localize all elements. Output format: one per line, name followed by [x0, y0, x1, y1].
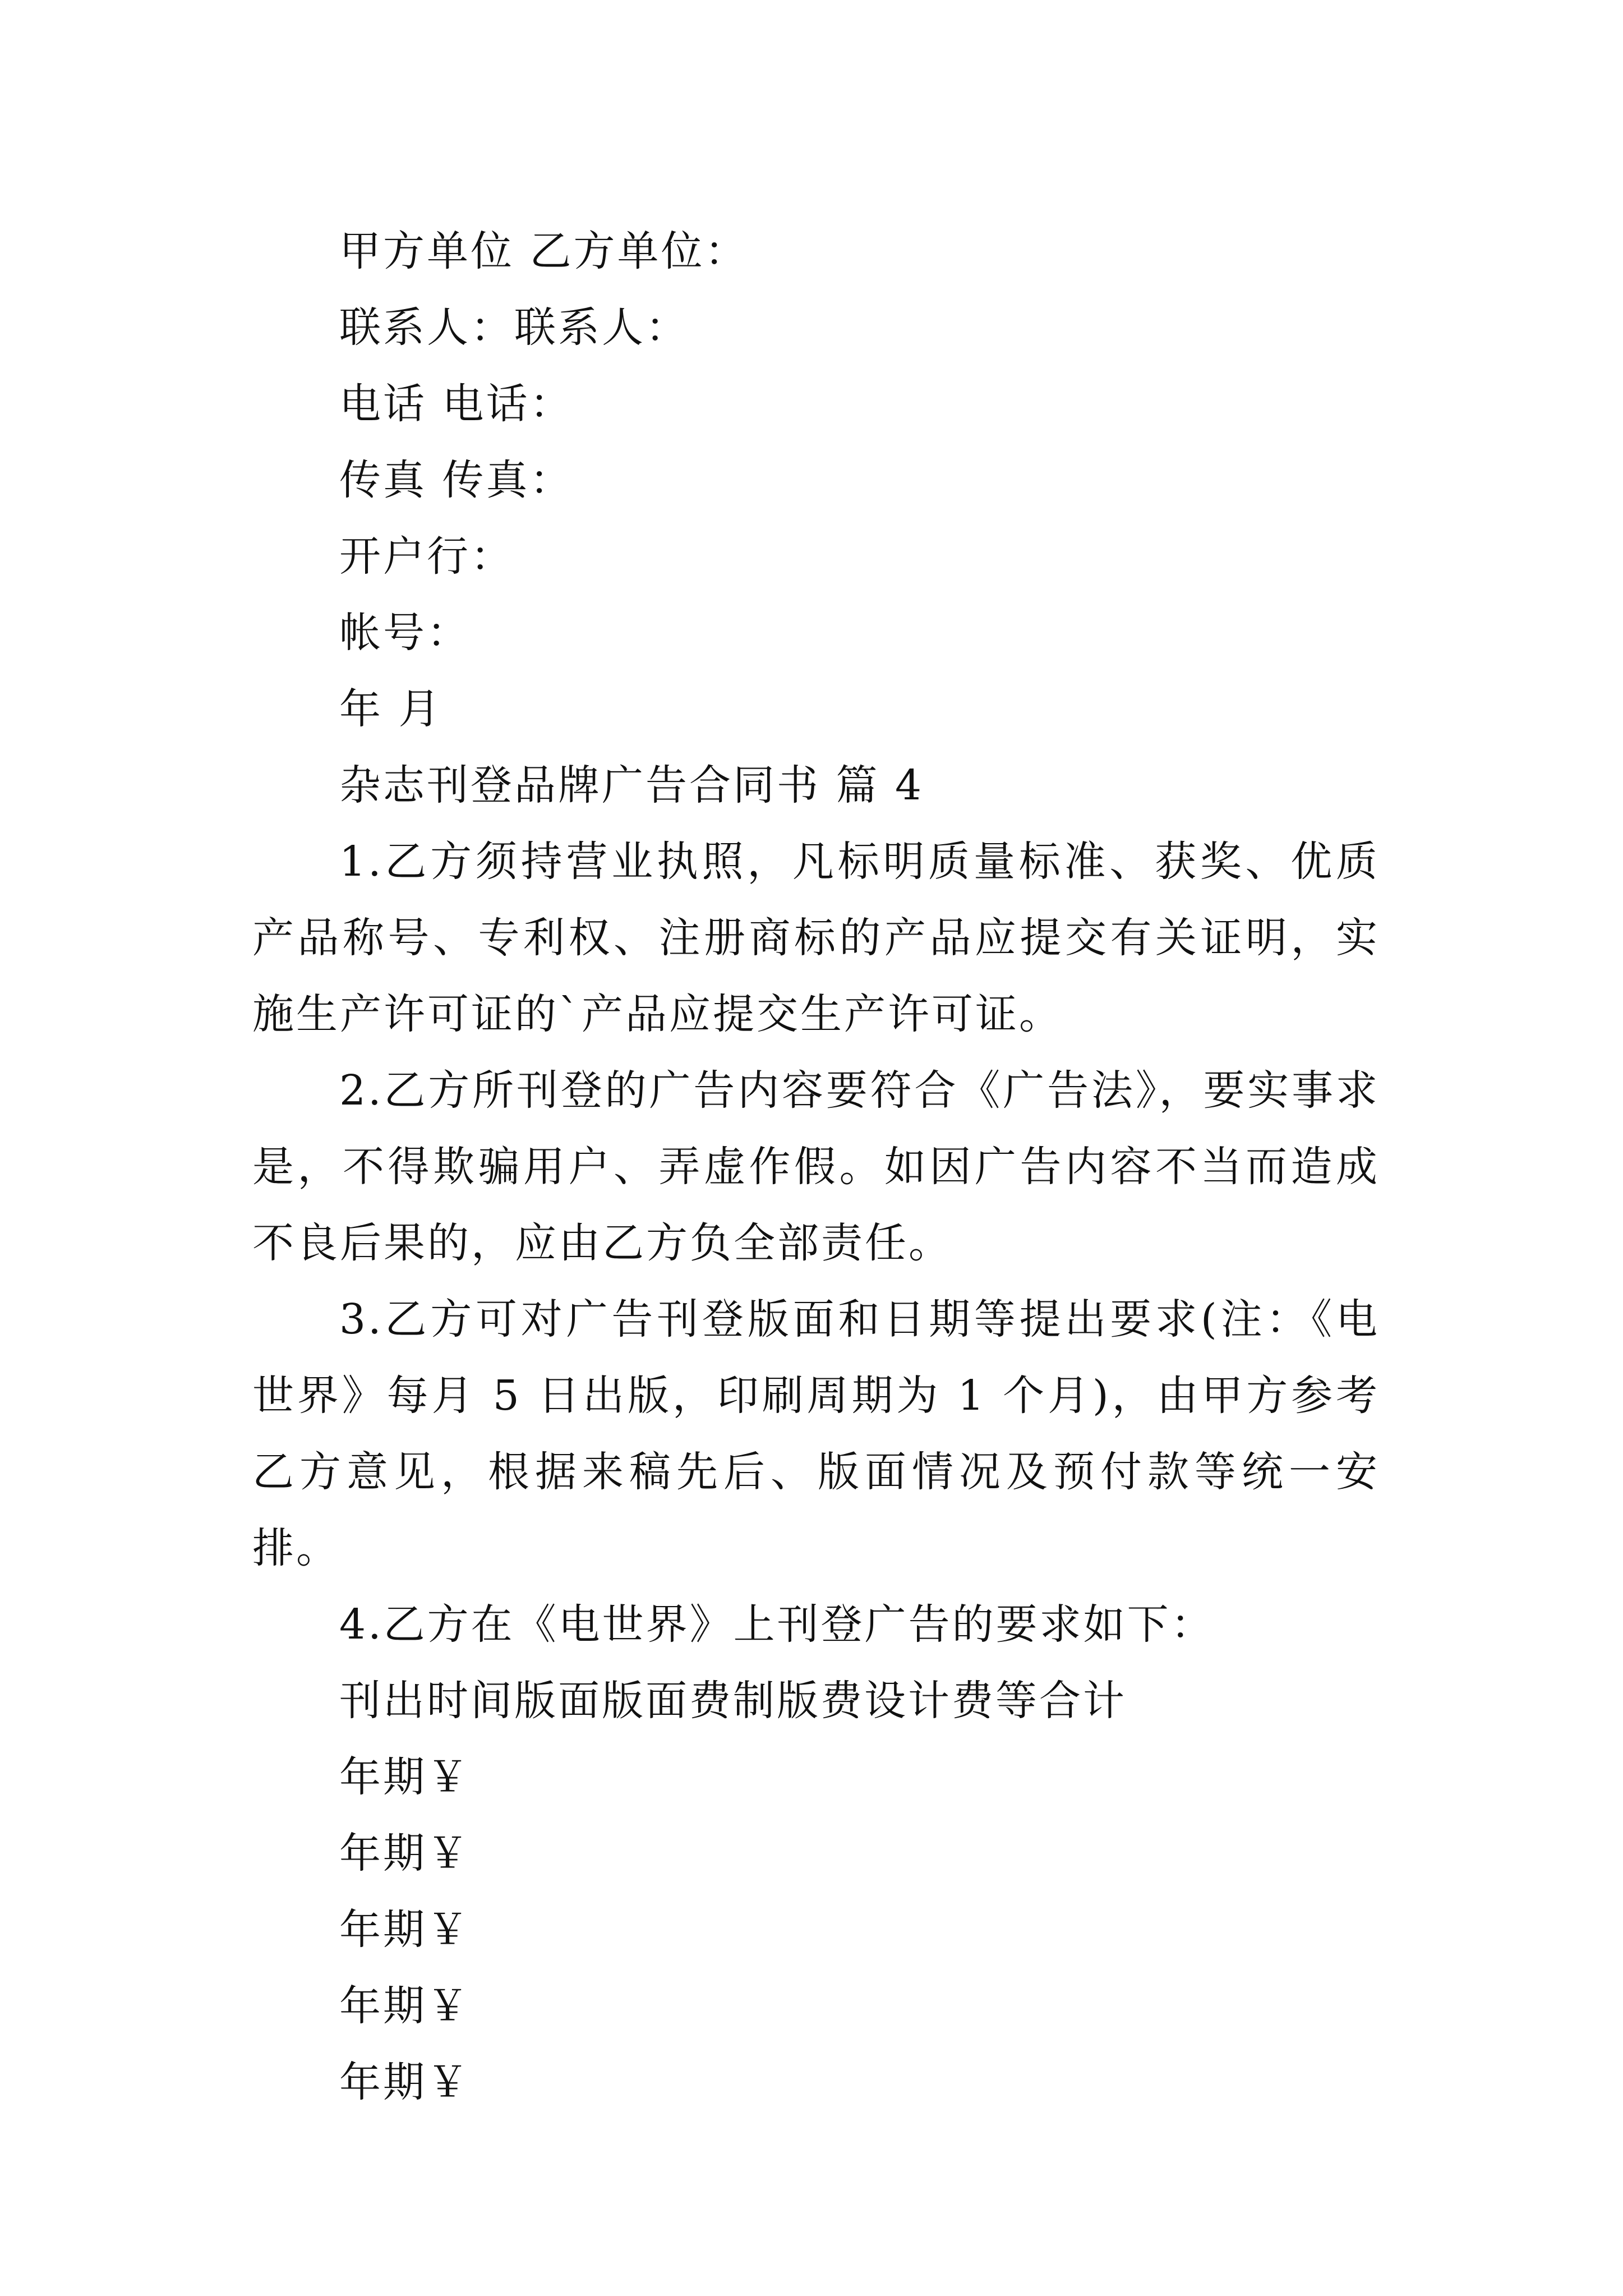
contact-person-line: 联系人：联系人： — [339, 303, 689, 352]
bank-line: 开户行： — [339, 532, 514, 581]
clause-2: 2.乙方所刊登的广告内容要符合《广告法》，要实事求是，不得欺骗用户、弄虚作假。如因广告内容不当而造成不良后果的，应由乙方负全部责任。 — [252, 1066, 1380, 1267]
table-row: 年期￥ — [339, 1829, 471, 1878]
document-body — [252, 213, 1380, 2120]
fax-line: 传真 传真： — [339, 456, 574, 504]
clause-4: 4.乙方在《电世界》上刊登广告的要求如下： — [339, 1600, 1215, 1649]
table-row: 年期￥ — [339, 2058, 471, 2106]
clause-1: 1.乙方须持营业执照，凡标明质量标准、获奖、优质产品称号、专利权、注册商标的产品应提交有关证明，实施生产许可证的`产品应提交生产许可证。 — [252, 838, 1380, 1038]
table-header: 刊出时间版面版面费制版费设计费等合计 — [339, 1677, 1127, 1725]
account-line: 帐号： — [339, 609, 471, 657]
phone-line: 电话 电话： — [339, 380, 574, 428]
clause-3: 3.乙方可对广告刊登版面和日期等提出要求(注：《电世界》每月 5 日出版，印刷周期为 1 个月)，由甲方参考乙方意见，根据来稿先后、版面情况及预付款等统一安排。 — [252, 1295, 1380, 1572]
table-row: 年期￥ — [339, 1982, 471, 2030]
party-unit-line: 甲方单位 乙方单位： — [339, 227, 749, 275]
table-row: 年期￥ — [339, 1906, 471, 1954]
section-title: 杂志刊登品牌广告合同书 篇 4 — [339, 761, 924, 809]
date-line: 年 月 — [339, 685, 442, 733]
table-row: 年期￥ — [339, 1753, 471, 1801]
